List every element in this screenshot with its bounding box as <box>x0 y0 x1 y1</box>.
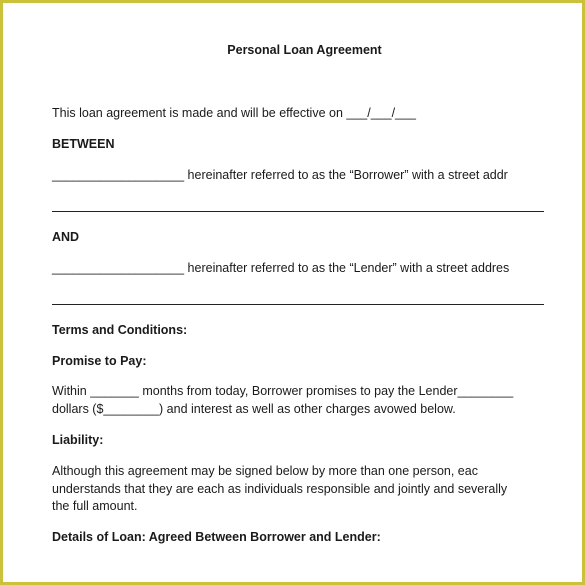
document-body <box>3 3 544 585</box>
liability-heading: Liability: <box>52 433 104 447</box>
between-heading: BETWEEN <box>52 137 115 151</box>
promise-heading: Promise to Pay: <box>52 354 147 368</box>
promise-line-2: dollars ($________) and interest as well as other charges avowed below. <box>52 402 456 416</box>
liability-line-3: the full amount. <box>52 499 138 513</box>
lender-address-rule <box>52 304 544 305</box>
promise-line-1: Within _______ months from today, Borrower promises to pay the Lender________ <box>52 384 514 398</box>
liability-line-1: Although this agreement may be signed below by more than one person, eac <box>52 464 478 478</box>
liability-line-2: understands that they are each as individuals responsible and jointly and severally <box>52 482 508 496</box>
intro-line: This loan agreement is made and will be effective on ___/___/___ <box>52 106 416 120</box>
details-heading: Details of Loan: Agreed Between Borrower and Lender: <box>52 530 381 544</box>
lender-line: ___________________ hereinafter referred to as the “Lender” with a street addres <box>52 261 510 275</box>
document-title: Personal Loan Agreement <box>227 43 382 57</box>
borrower-address-rule <box>52 211 544 212</box>
terms-heading: Terms and Conditions: <box>52 323 188 337</box>
document-page <box>3 3 585 585</box>
and-heading: AND <box>52 230 80 244</box>
borrower-line: ___________________ hereinafter referred to as the “Borrower” with a street addr <box>52 168 508 182</box>
